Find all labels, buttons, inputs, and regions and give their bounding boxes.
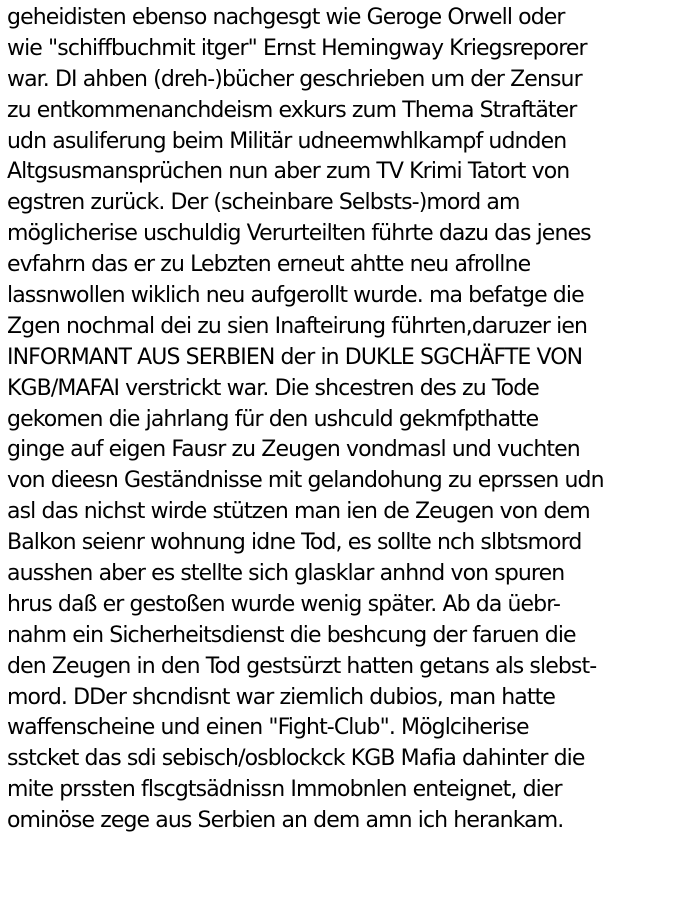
text-line: KGB/MAFAI verstrickt war. Die shcestren des zu Tode bbox=[7, 375, 539, 401]
text-line: wie "schiffbuchmit itger" Ernst Hemingway Kriegsreporer bbox=[7, 35, 587, 61]
text-line: zu entkommenanchdeism exkurs zum Thema Straftäter bbox=[7, 97, 577, 123]
text-line: INFORMANT AUS SERBIEN der in DUKLE SGCHÄFTE VON bbox=[7, 344, 583, 370]
text-line: ominöse zege aus Serbien an dem amn ich herankam. bbox=[7, 808, 564, 834]
text-line: von dieesn Geständnisse mit gelandohung zu eprssen udn bbox=[7, 468, 604, 494]
text-line: mord. DDer shcndisnt war ziemlich dubios, man hatte bbox=[7, 684, 555, 710]
text-body bbox=[7, 3, 681, 837]
text-line: war. DI ahben (dreh-)bücher geschrieben um der Zensur bbox=[7, 66, 582, 92]
text-line: mite prssten flscgtsädnissn Immobnlen enteignet, dier bbox=[7, 777, 562, 803]
text-line: ginge auf eigen Fausr zu Zeugen vondmasl und vuchten bbox=[7, 437, 580, 463]
text-line: lassnwollen wiklich neu aufgerollt wurde. ma befatge die bbox=[7, 283, 584, 309]
text-line: gekomen die jahrlang für den ushculd gekmfpthatte bbox=[7, 406, 539, 432]
text-line: waffenscheine und einen "Fight-Club". Möglciherise bbox=[7, 715, 529, 741]
text-line: egstren zurück. Der (scheinbare Selbsts-)mord am bbox=[7, 190, 520, 216]
text-line: evfahrn das er zu Lebzten erneut ahtte neu afrollne bbox=[7, 252, 531, 278]
text-line: Altgsusmansprüchen nun aber zum TV Krimi Tatort von bbox=[7, 159, 570, 185]
text-line: Balkon seienr wohnung idne Tod, es sollte nch slbtsmord bbox=[7, 530, 582, 556]
text-line: den Zeugen in den Tod gestsürzt hatten getans als slebst- bbox=[7, 653, 597, 679]
text-line: nahm ein Sicherheitsdienst die beshcung der faruen die bbox=[7, 622, 576, 648]
text-line: asl das nichst wirde stützen man ien de Zeugen von dem bbox=[7, 499, 590, 525]
text-line: Zgen nochmal dei zu sien Inafteirung führten,daruzer ien bbox=[7, 313, 588, 339]
text-line: möglicherise uschuldig Verurteilten führte dazu das jenes bbox=[7, 221, 591, 247]
text-line: ausshen aber es stellte sich glasklar anhnd von spuren bbox=[7, 561, 565, 587]
text-line: udn asuliferung beim Militär udneemwhlkampf udnden bbox=[7, 128, 567, 154]
text-line: sstcket das sdi sebisch/osblockck KGB Mafia dahinter die bbox=[7, 746, 585, 772]
text-line: geheidisten ebenso nachgesgt wie Geroge Orwell oder bbox=[7, 5, 565, 30]
text-line: hrus daß er gestoßen wurde wenig später. Ab da üebr- bbox=[7, 591, 561, 617]
